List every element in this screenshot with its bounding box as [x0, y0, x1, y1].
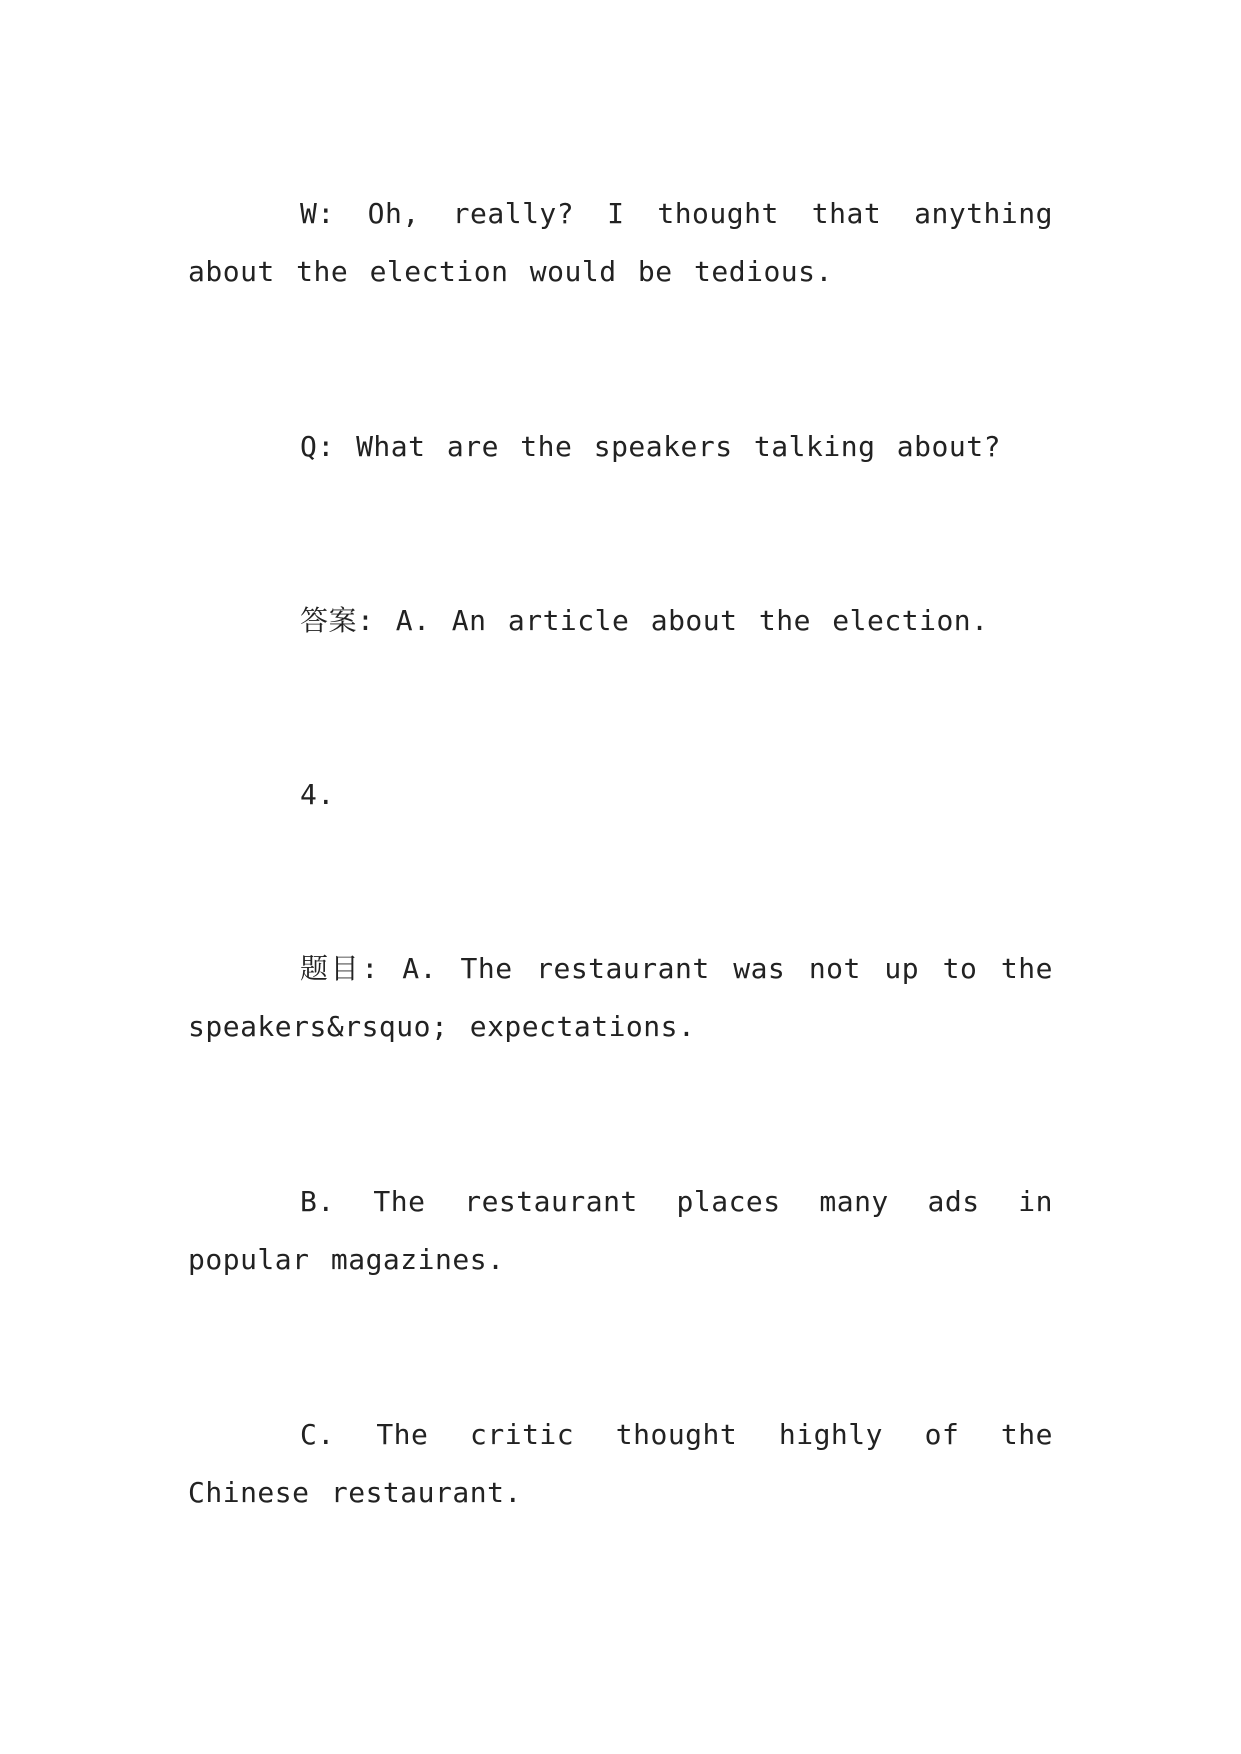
dialogue-line-w: W: Oh, really? I thought that anything about the election would be tedious. [188, 197, 1053, 288]
answer-line: 答案: A. An article about the election. [300, 604, 989, 637]
option-b: B. The restaurant places many ads in popular magazines. [188, 1185, 1053, 1276]
item-number: 4. [300, 778, 335, 811]
option-a: 题目: A. The restaurant was not up to the speakers&rsquo; expectations. [188, 952, 1053, 1043]
question-line: Q: What are the speakers talking about? [300, 430, 1001, 463]
option-c: C. The critic thought highly of the Chinese restaurant. [188, 1418, 1053, 1509]
